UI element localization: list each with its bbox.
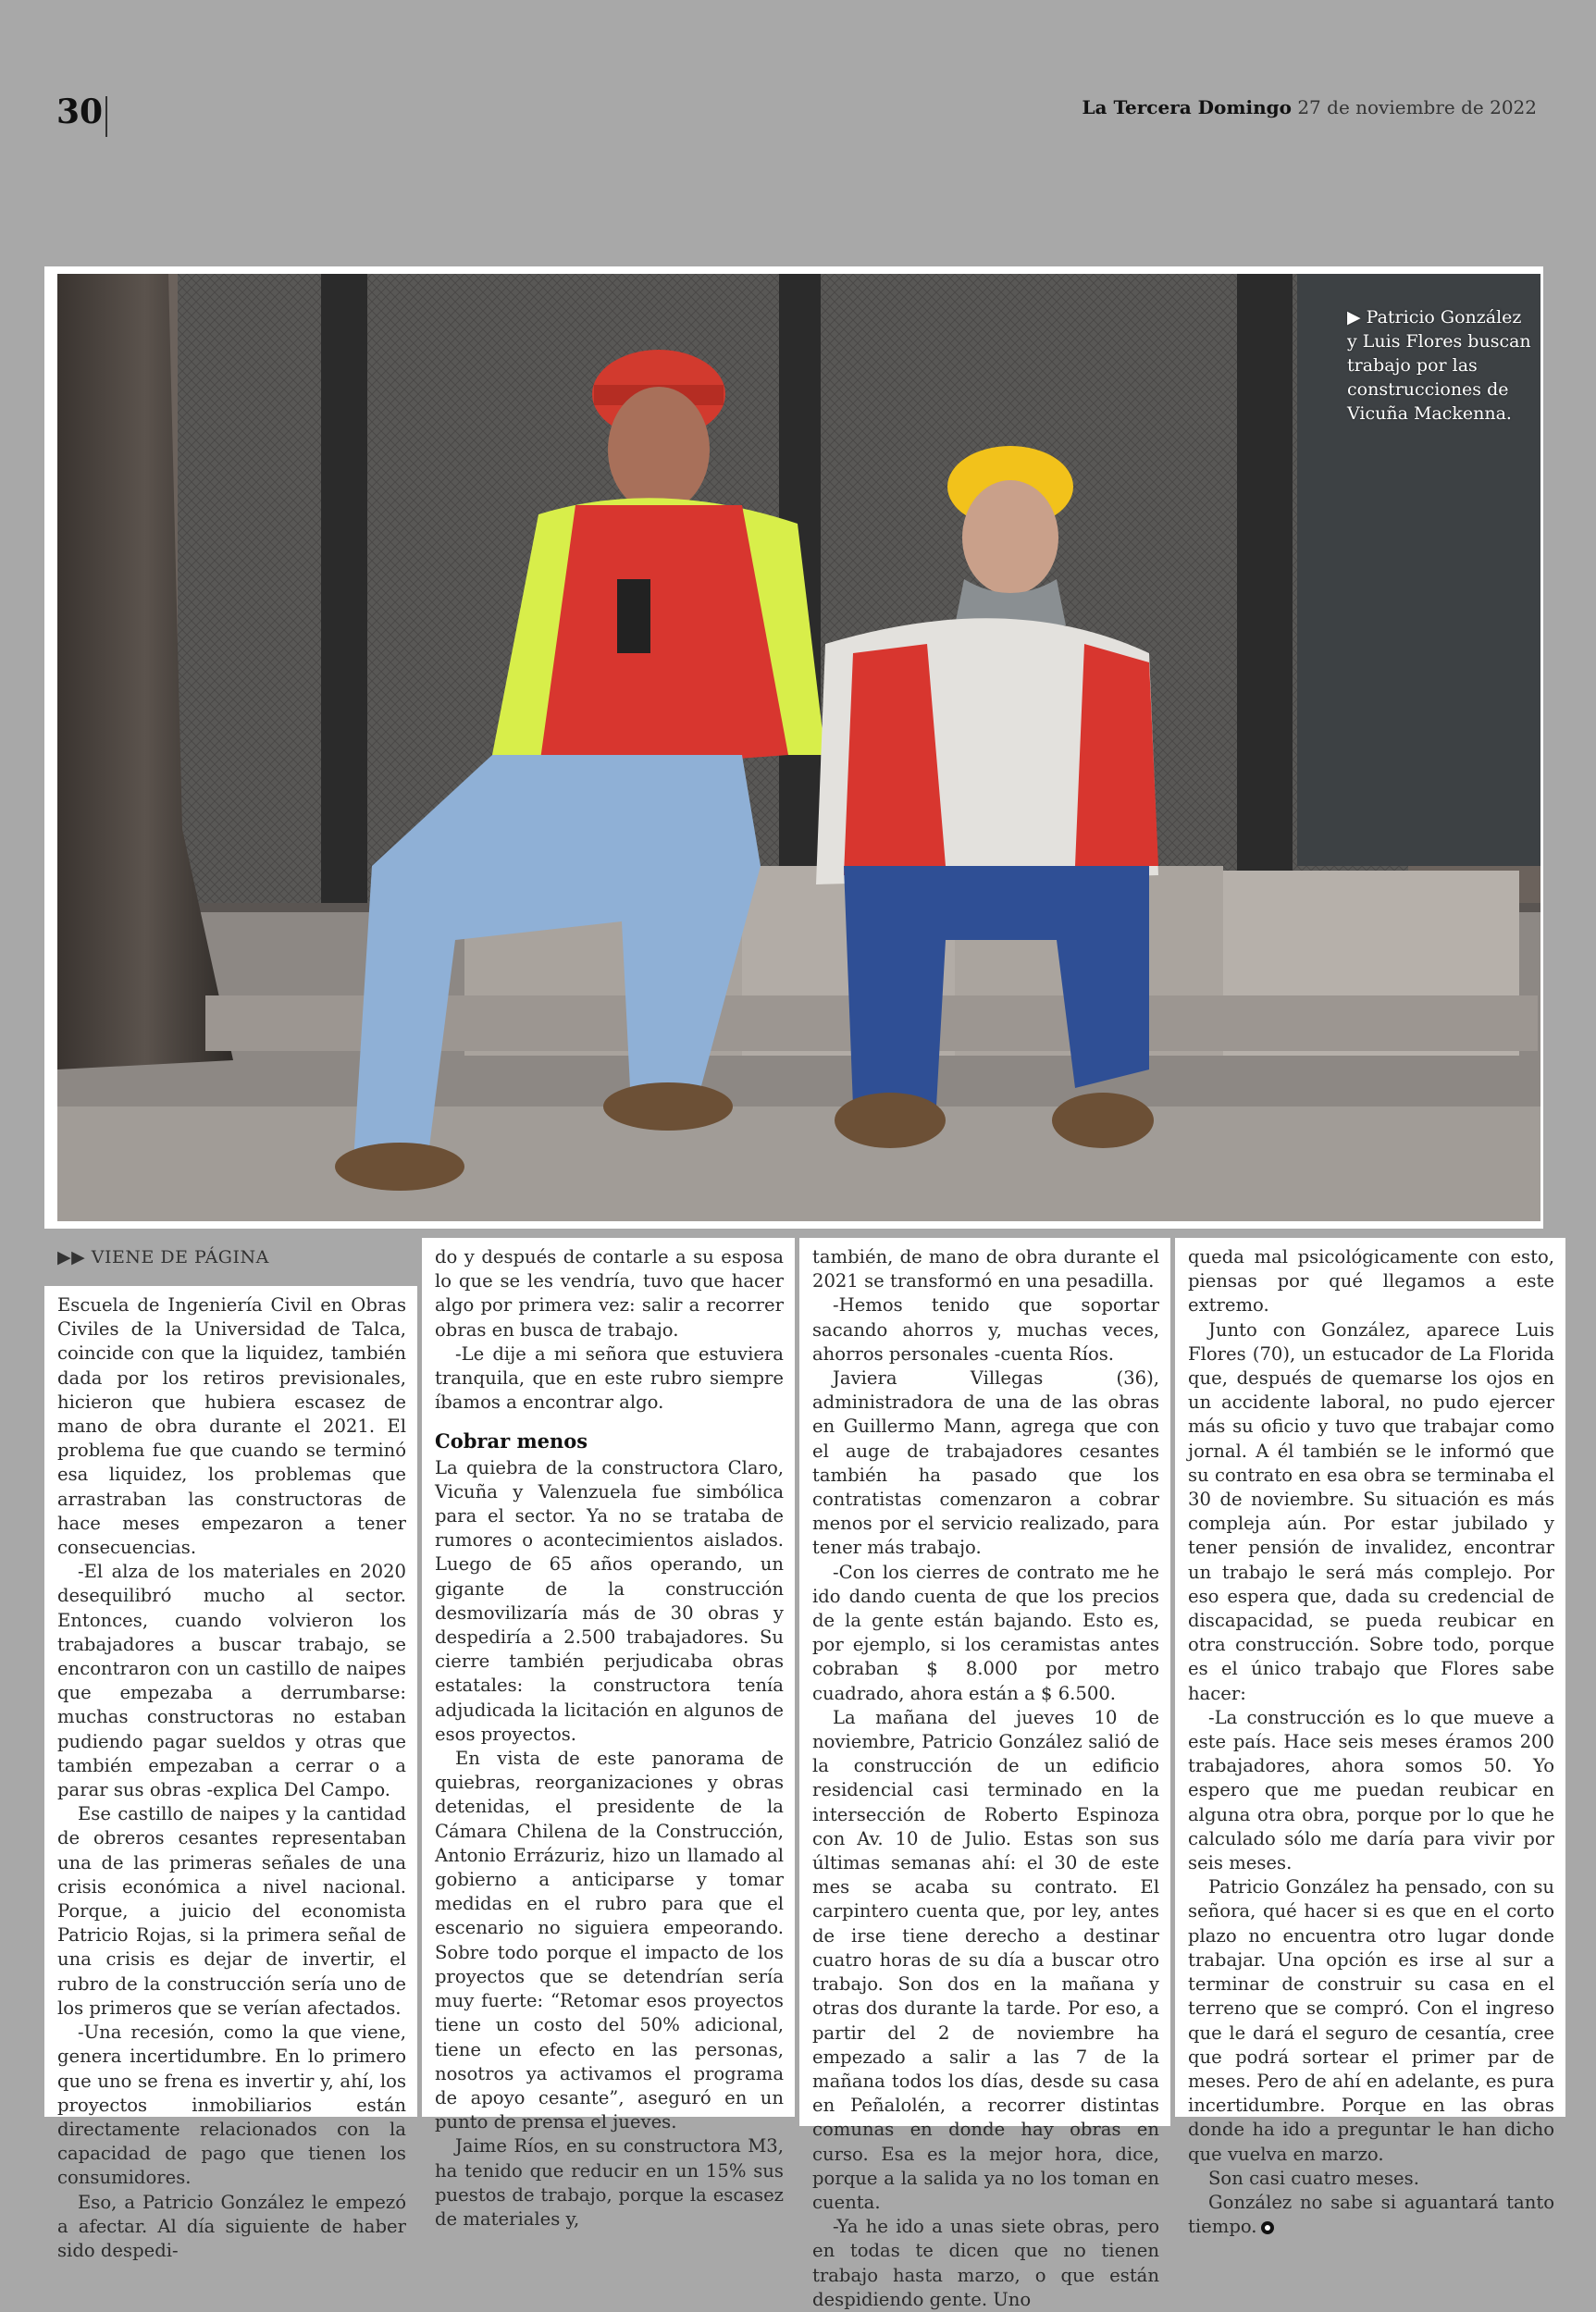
paragraph: -Una recesión, como la que viene, genera incertidumbre. En lo primero que uno se frena es invertir y, ahí, los proyectos inmobiliarios están directamente relacionados con la capacidad de pago que tienen los consumidores. bbox=[57, 2021, 406, 2189]
continued-from-label: ▶▶ VIENE DE PÁGINA bbox=[57, 1247, 269, 1267]
closing-sentence: González no sabe si aguantará tanto tiempo. bbox=[1188, 2191, 1554, 2238]
photo-caption: ▶ Patricio González y Luis Flores buscan trabajo por las construcciones de Vicuña Mackenna. bbox=[1347, 307, 1531, 424]
subheading: Cobrar menos bbox=[435, 1429, 588, 1453]
article-column-2 bbox=[422, 1238, 795, 2230]
paragraph: queda mal psicológicamente con esto, piensas por qué llegamos a este extremo. bbox=[1188, 1246, 1554, 1317]
page-number-divider bbox=[105, 96, 107, 137]
paragraph: Jaime Ríos, en su constructora M3, ha tenido que reducir en un 15% sus puestos de trabajo, porque la escasez de materiales y, bbox=[435, 2135, 784, 2230]
end-of-article-icon bbox=[1261, 2221, 1274, 2234]
article-column-3 bbox=[799, 1238, 1170, 2310]
paragraph: La mañana del jueves 10 de noviembre, Patricio González salió de la construcción de un edificio residencial casi terminado en la intersección de Roberto Espinoza con Av. 10 de Julio. Estas son sus últimas semanas ahí: el 30 de este mes se acaba su contrato. El carpintero cuenta que, por ley, antes de irse tiene derecho a destinar cuatro horas de su día a buscar otro trabajo. Son dos en la mañana y otras dos durante la tarde. Por eso, a partir del 2 de noviembre ha empezado a salir a las 7 de la mañana todos los días, desde su casa en Peñalolén, a recorrer distintas comunas en donde hay obras en curso. Esa es la mejor hora, dice, porque a la salida ya no los toman en cuenta. bbox=[812, 1706, 1159, 2213]
paragraph: do y después de contarle a su esposa lo que se les vendría, tuvo que hacer algo por primera vez: salir a recorrer obras en busca de trabajo. bbox=[435, 1246, 784, 1341]
article-photo bbox=[57, 274, 1540, 1221]
paragraph: Eso, a Patricio González le empezó a afectar. Al día siguiente de haber sido despedi- bbox=[57, 2191, 406, 2261]
paragraph: -Con los cierres de contrato me he ido dando cuenta de que los precios de la gente están bajando. Esto es, por ejemplo, si los ceramistas antes cobraban $ 8.000 por metro cuadrado, ahora están a $ 6.500. bbox=[812, 1561, 1159, 1704]
paragraph: -Le dije a mi señora que estuviera tranquila, que en este rubro siempre íbamos a encontrar algo. bbox=[435, 1342, 784, 1414]
paragraph: En vista de este panorama de quiebras, reorganizaciones y obras detenidas, el presidente de la Cámara Chilena de la Construcción, Antonio Errázuriz, hizo un llamado al gobierno a anticiparse y tomar medidas en el rubro para que el escenario no siguiera empeorando. Sobre todo porque el impacto de los proyectos que se detendrían sería muy fuerte: “Retomar esos proyectos tiene un costo del 50% adicional, tiene un efecto en las personas, nosotros ya activamos el programa de apoyo cesante”, aseguró en un punto de prensa el jueves. bbox=[435, 1748, 784, 2133]
paragraph: -El alza de los materiales en 2020 desequilibró mucho al sector. Entonces, cuando volvieron los trabajadores a buscar trabajo, se encontraron con un castillo de naipes que empezaba a derrumbarse: muchas constructoras no estaban pudiendo pagar sueldos y otras que también empezaban a cerrar o a parar sus obras -explica Del Campo. bbox=[57, 1561, 406, 1801]
publication-date: 27 de noviembre de 2022 bbox=[1297, 96, 1537, 118]
publication-name: La Tercera Domingo bbox=[1082, 96, 1292, 118]
paragraph bbox=[1188, 2191, 1554, 2239]
article-column-4 bbox=[1175, 1238, 1565, 2238]
paragraph: Ese castillo de naipes y la cantidad de obreros cesantes representaban una de las primeras señales de una crisis económica a nivel nacional. Porque, a juicio del economista Patricio Rojas, si la primera señal de una crisis es dejar de invertir, el rubro de la construcción sería uno de los primeros que se verían afectados. bbox=[57, 1803, 406, 2019]
masthead bbox=[1082, 96, 1537, 118]
paragraph: también, de mano de obra durante el 2021 se transformó en una pesadilla. bbox=[812, 1246, 1159, 1292]
paragraph: Patricio González ha pensado, con su señora, qué hacer si es que en el corto plazo no encuentra otro lugar donde trabajar. Una opción es irse al sur a terminar de construir su casa en el terreno que se compró. Con el ingreso que le dará el seguro de cesantía, cree que podrá sortear el primer par de meses. Pero de ahí en adelante, es pura incertidumbre. Porque en las obras donde ha ido a preguntar le han dicho que vuelva en marzo. bbox=[1188, 1876, 1554, 2165]
paragraph: -Ya he ido a unas siete obras, pero en todas te dicen que no tienen trabajo hasta marzo, o que están despidiendo gente. Uno bbox=[812, 2216, 1159, 2310]
paragraph: La quiebra de la constructora Claro, Vicuña y Valenzuela fue simbólica para el sector. Ya no se trataba de rumores o acontecimientos aislados. Luego de 65 años operando, un gigante de la construcción desmovilizaría más de 30 obras y despediría a 2.500 trabajadores. Su cierre también perjudicaba obras estatales: la constructora tenía adjudicada la licitación en algunos de esos proyectos. bbox=[435, 1456, 784, 1745]
article-column-1 bbox=[44, 1286, 417, 2261]
paragraph: -Hemos tenido que soportar sacando ahorros y, muchas veces, ahorros personales -cuenta Ríos. bbox=[812, 1294, 1159, 1365]
paragraph: Junto con González, aparece Luis Flores (70), un estucador de La Florida que, después de quemarse los ojos en un accidente laboral, no pudo ejercer más su oficio y tuvo que trabajar como jornal. A él también se le informó que su contrato en esa obra se terminaba el 30 de noviembre. Su situación es más compleja aún. Por estar jubilado y tener pensión de invalidez, encontrar un trabajo le será más complejo. Por eso espera que, dada su credencial de discapacidad, se pueda reubicar en otra construcción. Sobre todo, porque es el único trabajo que Flores sabe hacer: bbox=[1188, 1318, 1554, 1704]
paragraph: Javiera Villegas (36), administradora de una de las obras en Guillermo Mann, agrega que con el auge de trabajadores cesantes también ha pasado que los contratistas comenzaron a cobrar menos por el servicio realizado, para tener más trabajo. bbox=[812, 1367, 1159, 1559]
page-number: 30 bbox=[56, 93, 104, 131]
paragraph: Son casi cuatro meses. bbox=[1208, 2167, 1419, 2189]
paragraph: Escuela de Ingeniería Civil en Obras Civiles de la Universidad de Talca, coincide con que la liquidez, también dada por los retiros previsionales, hicieron que hubiera escasez de mano de obra durante el 2021. El problema fue que cuando se terminó esa liquidez, los problemas que arrastraban las constructoras de hace meses empezaron a tener consecuencias. bbox=[57, 1294, 406, 1559]
paragraph: -La construcción es lo que mueve a este país. Hace seis meses éramos 200 trabajadores, ahora somos 50. Yo espero que me puedan reubicar en alguna otra obra, porque por lo que he calculado sólo me daría para vivir por seis meses. bbox=[1188, 1706, 1554, 1874]
